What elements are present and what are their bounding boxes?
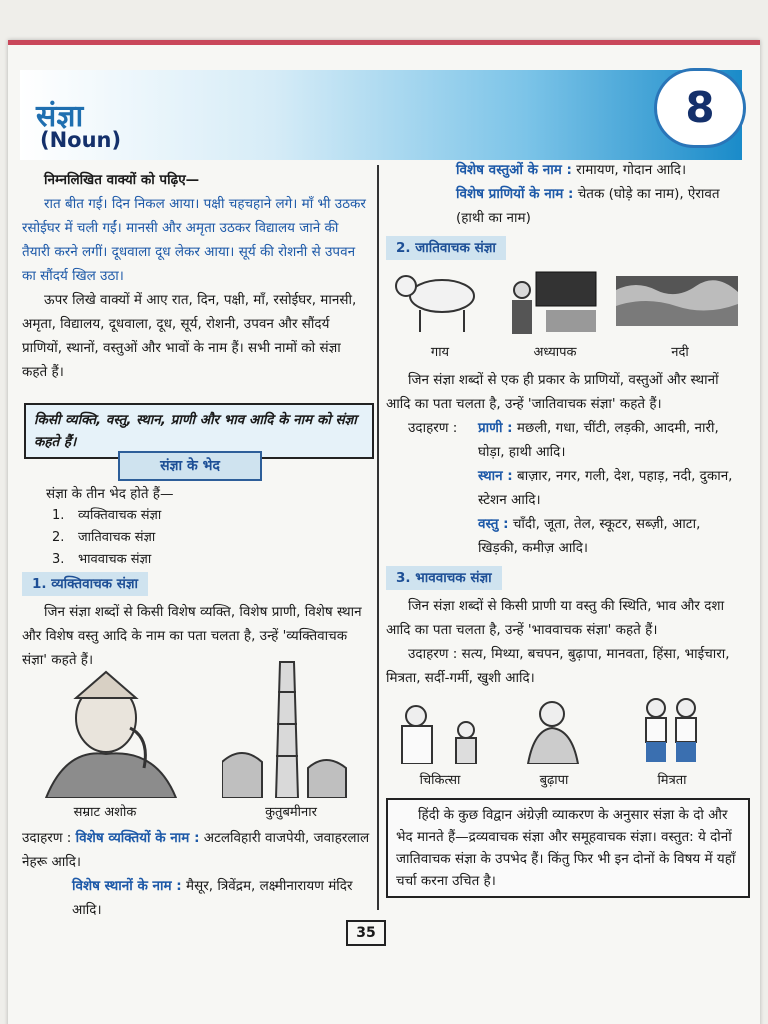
example-row: उदाहरण : विशेष व्यक्तियों के नाम : अटलविहारी वाजपेयी, जवाहरलाल नेहरू आदि। (22, 830, 370, 870)
example-sentences: रात बीत गई। दिन निकल आया। पक्षी चहचहाने लगे। माँ भी उठकर रसोईघर में चली गईं। मानसी और अमृता उठकर विद्यालय जाने की तैयारी करने लगीं। दूधवाला दूध लेकर आया। सूर्य की रोशनी से उपवन का सौंदर्य खिल उठा। (22, 196, 366, 284)
cow-illustration (390, 262, 482, 334)
old-age-illustration (520, 698, 584, 764)
caption-river: नदी (671, 345, 689, 360)
types-list (52, 505, 161, 571)
emperor-ashoka-illustration (26, 668, 186, 798)
section-2-heading: 2. जातिवाचक संज्ञा (386, 236, 506, 260)
chapter-title-english: (Noun) (40, 128, 122, 152)
list-item: 2. जातिवाचक संज्ञा (52, 530, 156, 545)
section-2-text: जिन संज्ञा शब्दों से एक ही प्रकार के प्राणियों, वस्तुओं और स्थानों आदि का पता चलता है, उन्हें 'जातिवाचक संज्ञा' कहते हैं। (386, 372, 719, 412)
types-intro-text: संज्ञा के तीन भेद होते हैं— (46, 486, 174, 502)
section-1-heading: 1. व्यक्तिवाचक संज्ञा (22, 572, 148, 596)
caption-medical: चिकित्सा (419, 773, 461, 788)
section-1-examples (22, 826, 370, 922)
chapter-banner (20, 70, 742, 160)
explanation-text: ऊपर लिखे वाक्यों में आए रात, दिन, पक्षी, माँ, रसोईघर, मानसी, अमृता, विद्यालय, दूधवाला, दूध, सूर्य, रोशनी, उपवन और सौंदर्य प्राणियों, स्थानों, वस्तुओं और भावों के नाम हैं। सभी नामों को संज्ञा कहते हैं। (22, 292, 357, 380)
teacher-illustration (506, 270, 598, 334)
example-row: विशेष वस्तुओं के नाम : रामायण, गोदान आदि। (456, 162, 687, 178)
list-item: 3. भाववाचक संज्ञा (52, 552, 152, 567)
right-top-examples (386, 158, 738, 264)
caption-teacher: अध्यापक (533, 345, 577, 360)
note-text: हिंदी के कुछ विद्वान अंग्रेज़ी व्याकरण के अनुसार संज्ञा के दो और भेद मानते हैं—द्रव्यवाचक संज्ञा और समूहवाचक संज्ञा। वस्तुत: ये दोनों जातिवाचक संज्ञा के उपभेद हैं। किंतु फिर भी इन दोनों के विषय में यहाँ चर्चा करना उचित है। (396, 807, 736, 889)
example-row: उदाहरण : सत्य, मिथ्या, बचपन, बुढ़ापा, मानवता, हिंसा, भाईचारा, मित्रता, सर्दी-गर्मी, खुशी आदि। (386, 646, 730, 686)
types-intro (46, 482, 366, 506)
column-divider (377, 165, 379, 910)
caption-old-age: बुढ़ापा (539, 773, 569, 788)
section-1-text: जिन संज्ञा शब्दों से किसी विशेष व्यक्ति, विशेष प्राणी, विशेष स्थान और विशेष वस्तु आदि के नाम का पता चलता है, उन्हें 'व्यक्तिवाचक संज्ञा' कहते हैं। (22, 604, 362, 668)
medical-care-illustration (388, 700, 490, 764)
section-2 (386, 368, 738, 690)
example-row: उदाहरण : प्राणी : मछली, गधा, चींटी, लड़की, आदमी, नारी, घोड़ा, हाथी आदि। (408, 420, 719, 460)
chapter-title-hindi: संज्ञा (36, 99, 84, 134)
chapter-number-badge: 8 (654, 68, 746, 148)
intro-text: निम्नलिखित वाक्यों को पढ़िए— (44, 172, 200, 188)
example-row: स्थान : बाज़ार, नगर, गली, देश, पहाड़, नदी, दुकान, स्टेशन आदि। (478, 468, 733, 508)
section-3-text: जिन संज्ञा शब्दों से किसी प्राणी या वस्तु की स्थिति, भाव और दशा आदि का पता चलता है, उन्हें 'भाववाचक संज्ञा' कहते हैं। (386, 598, 725, 638)
note-box (386, 798, 750, 898)
example-row: विशेष प्राणियों के नाम : चेतक (घोड़े का नाम), ऐरावत (हाथी का नाम) (456, 186, 720, 226)
friendship-illustration (636, 694, 706, 764)
river-illustration (616, 276, 738, 326)
example-row: वस्तु : चाँदी, जूता, तेल, स्कूटर, सब्ज़ी, आटा, खिड़की, कमीज़ आदि। (478, 516, 701, 556)
caption-friendship: मित्रता (657, 773, 687, 788)
left-column (22, 168, 370, 384)
page-number: 35 (346, 920, 386, 946)
section-3-heading: 3. भाववाचक संज्ञा (386, 566, 502, 590)
list-item: 1. व्यक्तिवाचक संज्ञा (52, 508, 162, 523)
caption-ashoka: सम्राट अशोक (73, 805, 137, 820)
example-row: विशेष स्थानों के नाम : मैसूर, त्रिवेंद्रम, लक्ष्मीनारायण मंदिर आदि। (72, 878, 353, 918)
definition-text: किसी व्यक्ति, वस्तु, स्थान, प्राणी और भाव आदि के नाम को संज्ञा कहते हैं। (34, 412, 357, 450)
caption-cow: गाय (430, 345, 450, 360)
qutub-minar-illustration (222, 652, 352, 798)
types-heading: संज्ञा के भेद (118, 451, 262, 481)
caption-qutub-minar: कुतुबमीनार (265, 805, 317, 820)
